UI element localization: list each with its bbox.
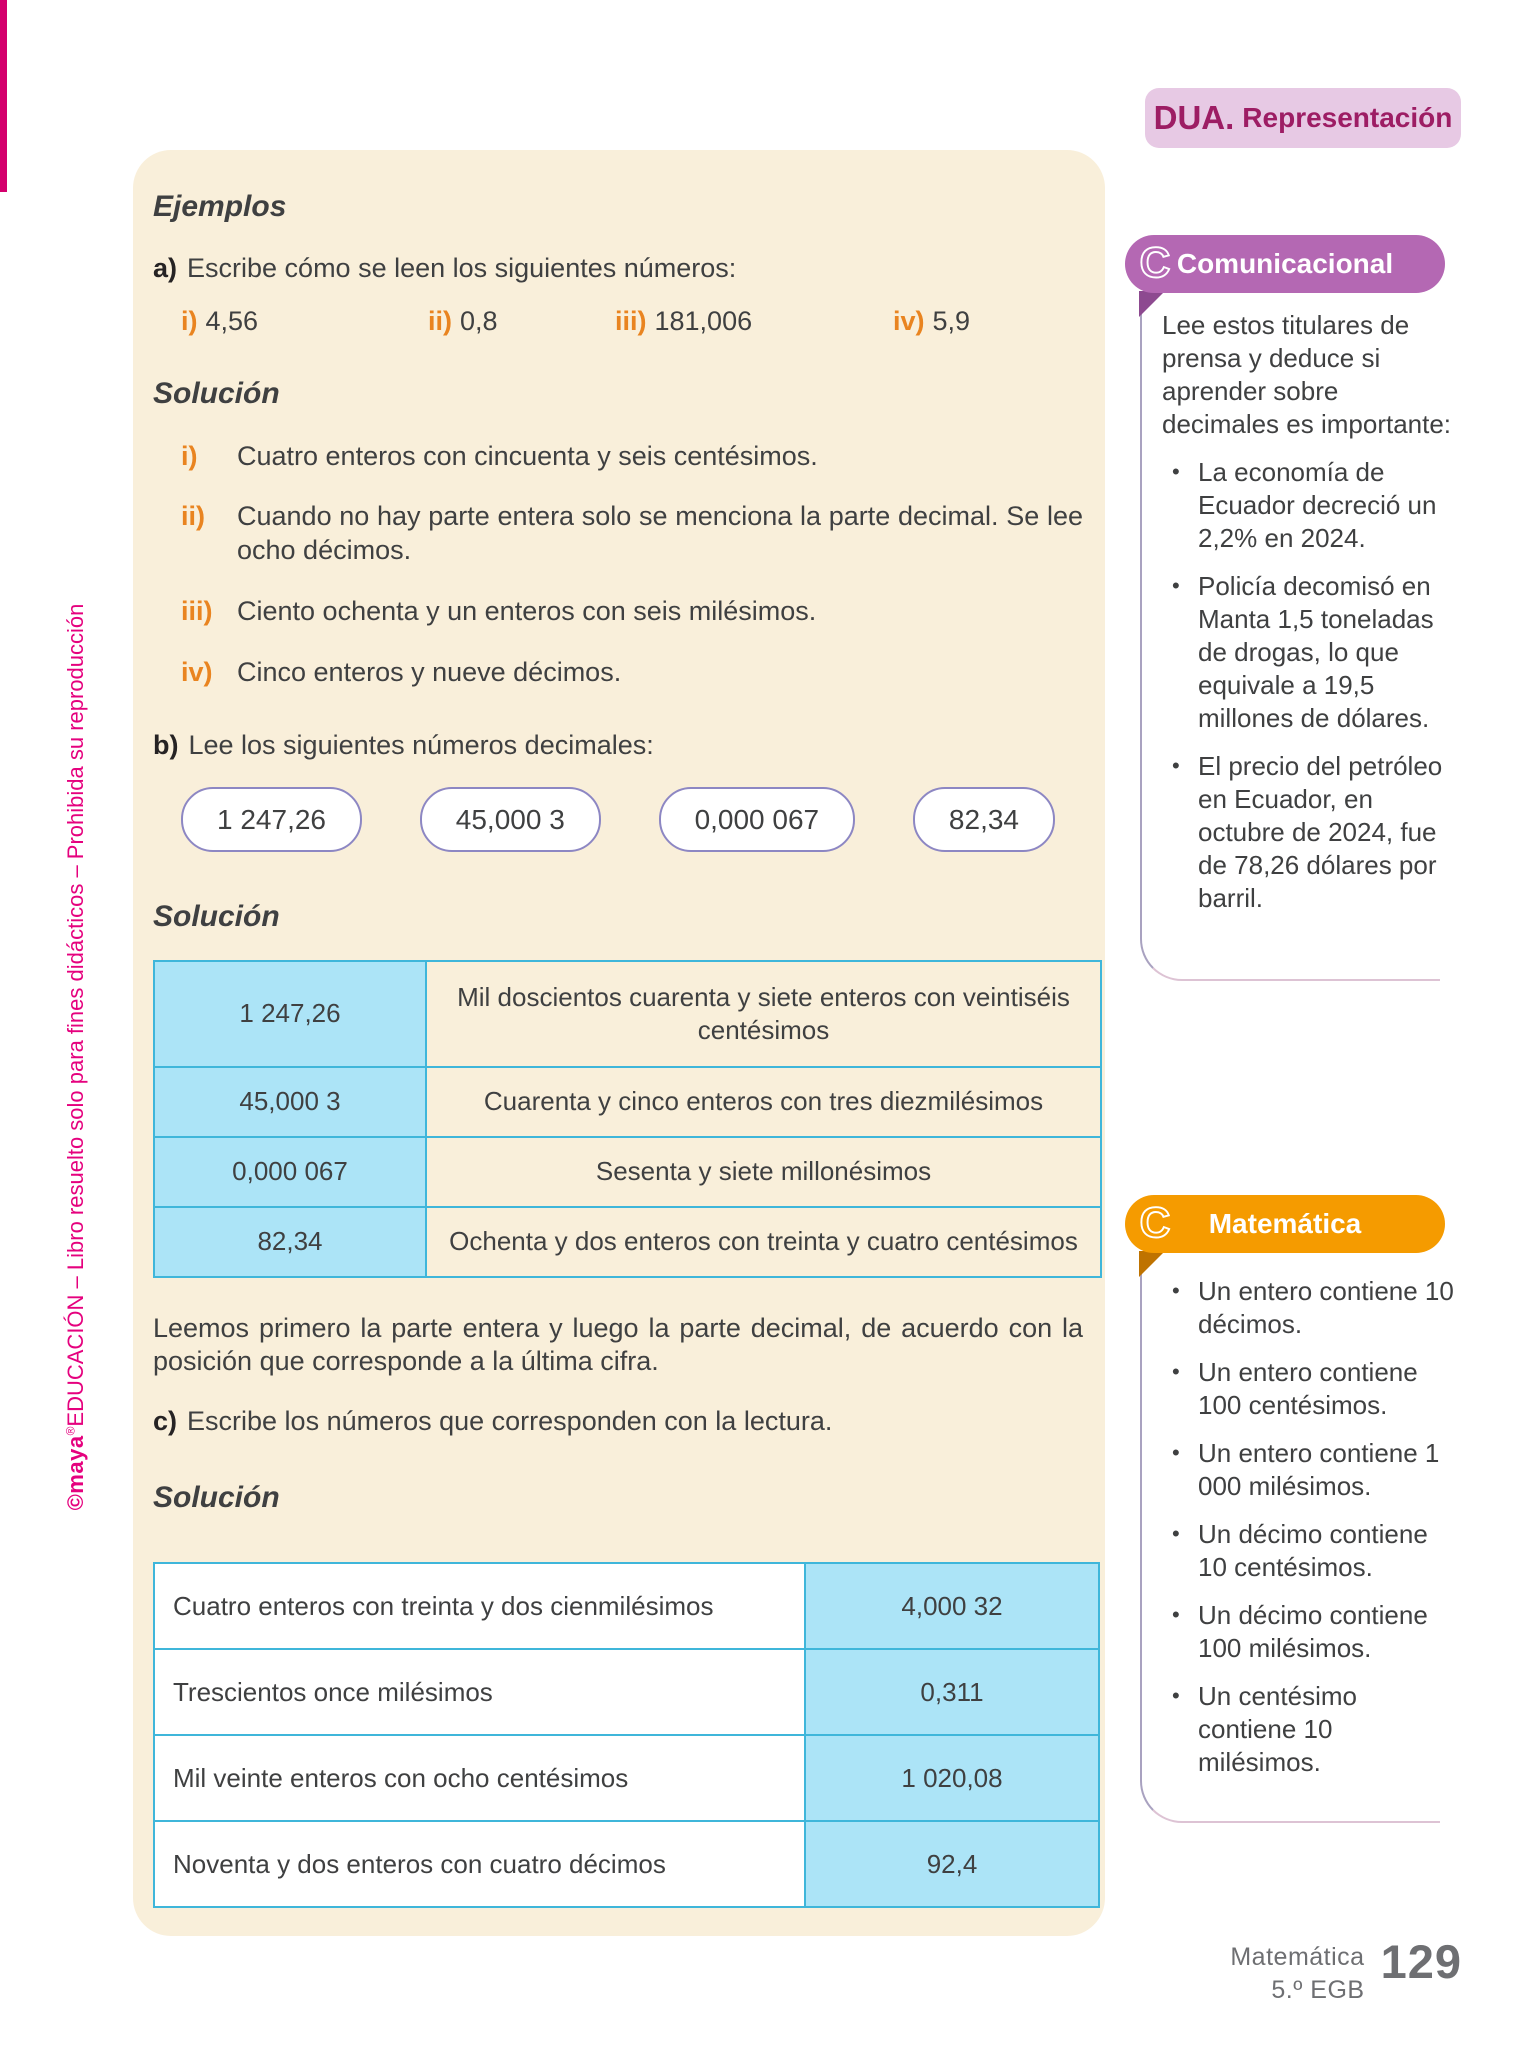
- solucion-heading-3: Solución: [153, 1480, 280, 1514]
- comunicacional-callout: [1125, 235, 1452, 981]
- publisher-logo-text: ©maya: [63, 1435, 88, 1511]
- solution-item-iii: iii) Ciento ochenta y un enteros con seis milésimos.: [181, 595, 817, 626]
- table-row: 1 247,26 Mil doscientos cuarenta y siete enteros con veintiséis centésimos: [154, 961, 1101, 1067]
- exercise-c-text: Escribe los números que corresponden con la lectura.: [187, 1406, 833, 1436]
- decimal-pill: 1 247,26: [181, 787, 362, 852]
- dua-sublabel: Representación: [1242, 102, 1453, 133]
- exercise-a-label: a): [153, 252, 178, 283]
- comunicacional-badge: [1125, 235, 1445, 293]
- badge-fold-decoration: [1139, 1251, 1165, 1277]
- decimal-pill: 45,000 3: [420, 787, 601, 852]
- table-row: Trescientos once milésimos 0,311: [154, 1649, 1099, 1735]
- matematica-badge: [1125, 1195, 1445, 1253]
- matematica-bubble: [1140, 1253, 1454, 1823]
- fact-bullet: • Un décimo contiene 100 milésimos.: [1162, 1599, 1454, 1665]
- fact-bullet: • Un entero contiene 100 centésimos.: [1162, 1356, 1454, 1422]
- numbers-row: [153, 305, 1083, 339]
- number-item-ii: ii) 0,8: [428, 306, 498, 337]
- fact-bullet: • Un centésimo contiene 10 milésimos.: [1162, 1680, 1454, 1779]
- badge-fold-decoration: [1139, 291, 1165, 317]
- registered-mark: ®: [63, 1426, 78, 1436]
- exercise-b: [153, 729, 1083, 763]
- fact-bullet: • Un décimo contiene 10 centésimos.: [1162, 1518, 1454, 1584]
- footer-subject-grade: [1230, 1941, 1364, 2006]
- explanation-paragraph: Leemos primero la parte entera y luego la parte decimal, de acuerdo con la posición que corresponde a la última cifra.: [153, 1312, 1083, 1377]
- decimal-pill: 0,000 067: [659, 787, 856, 852]
- table-row: Cuatro enteros con treinta y dos cienmilésimos 4,000 32: [154, 1563, 1099, 1649]
- number-item-iv: iv) 5,9: [893, 306, 971, 337]
- vertical-copyright-text: [63, 547, 93, 1567]
- c-logo-icon: [1129, 238, 1181, 290]
- writing-table: [153, 1562, 1100, 1908]
- ejemplos-heading: Ejemplos: [153, 190, 287, 223]
- table-row: 0,000 067 Sesenta y siete millonésimos: [154, 1137, 1101, 1207]
- solution-item-i: i) Cuatro enteros con cincuenta y seis centésimos.: [181, 440, 818, 471]
- exercise-b-text: Lee los siguientes números decimales:: [188, 730, 654, 761]
- svg-text:C: C: [1139, 239, 1171, 287]
- table-row: 45,000 3 Cuarenta y cinco enteros con tres diezmilésimos: [154, 1067, 1101, 1137]
- exercise-b-label: b): [153, 730, 179, 761]
- table-row: Mil veinte enteros con ocho centésimos 1 020,08: [154, 1735, 1099, 1821]
- headline-bullet: • La economía de Ecuador decreció un 2,2% en 2024.: [1162, 456, 1454, 555]
- page-footer: [1000, 1935, 1462, 2006]
- table-row: Noventa y dos enteros con cuatro décimos 92,4: [154, 1821, 1099, 1907]
- solution-item-iv: iv) Cinco enteros y nueve décimos.: [181, 656, 622, 687]
- headline-bullet: • El precio del petróleo en Ecuador, en octubre de 2024, fue de 78,26 dólares por barril.: [1162, 750, 1454, 915]
- c-logo-icon: [1129, 1198, 1181, 1250]
- fact-bullet: • Un entero contiene 1 000 milésimos.: [1162, 1437, 1454, 1503]
- footer-subject: Matemática: [1230, 1943, 1365, 1971]
- table-row: 82,34 Ochenta y dos enteros con treinta y cuatro centésimos: [154, 1207, 1101, 1277]
- decimal-pill: 82,34: [913, 787, 1055, 852]
- exercise-c-label: c): [153, 1406, 178, 1436]
- copyright-notice: EDUCACIÓN – Libro resuelto solo para fines didácticos – Prohibida su reproducción: [63, 603, 88, 1427]
- comunicacional-title: Comunicacional: [1176, 248, 1394, 279]
- dua-label: DUA.: [1153, 99, 1235, 136]
- svg-text:C: C: [1139, 1199, 1171, 1247]
- matematica-callout: [1125, 1195, 1454, 1823]
- headline-bullet: • Policía decomisó en Manta 1,5 toneladas de drogas, lo que equivale a 19,5 millones de dólares.: [1162, 570, 1454, 735]
- number-item-iii: iii) 181,006: [615, 306, 753, 337]
- main-content-panel: [133, 150, 1105, 1936]
- solucion-heading-2: Solución: [153, 900, 280, 933]
- page-number: 129: [1380, 1935, 1462, 1988]
- comunicacional-bubble: [1140, 293, 1452, 981]
- reading-table: [153, 960, 1102, 1278]
- exercise-a-text: Escribe cómo se leen los siguientes números:: [187, 252, 737, 283]
- page-edge-accent-bar: [0, 0, 7, 192]
- number-item-i: i) 4,56: [181, 306, 259, 337]
- solutions-a-list: [153, 440, 1083, 690]
- solucion-heading-1: Solución: [153, 377, 280, 410]
- comunicacional-intro: Lee estos titulares de prensa y deduce si aprender sobre decimales es importante:: [1162, 310, 1452, 440]
- matematica-title: Matemática: [1208, 1208, 1362, 1239]
- footer-grade: 5.º EGB: [1271, 1975, 1365, 2004]
- exercise-a: [153, 252, 1083, 286]
- decimal-pills-row: [153, 787, 1083, 852]
- fact-bullet: • Un entero contiene 10 décimos.: [1162, 1275, 1454, 1341]
- dua-representacion-badge: [1145, 88, 1461, 148]
- exercise-c: [153, 1405, 1083, 1439]
- solution-item-ii: ii) Cuando no hay parte entera solo se menciona la parte decimal. Se lee ocho décimos.: [181, 501, 1083, 565]
